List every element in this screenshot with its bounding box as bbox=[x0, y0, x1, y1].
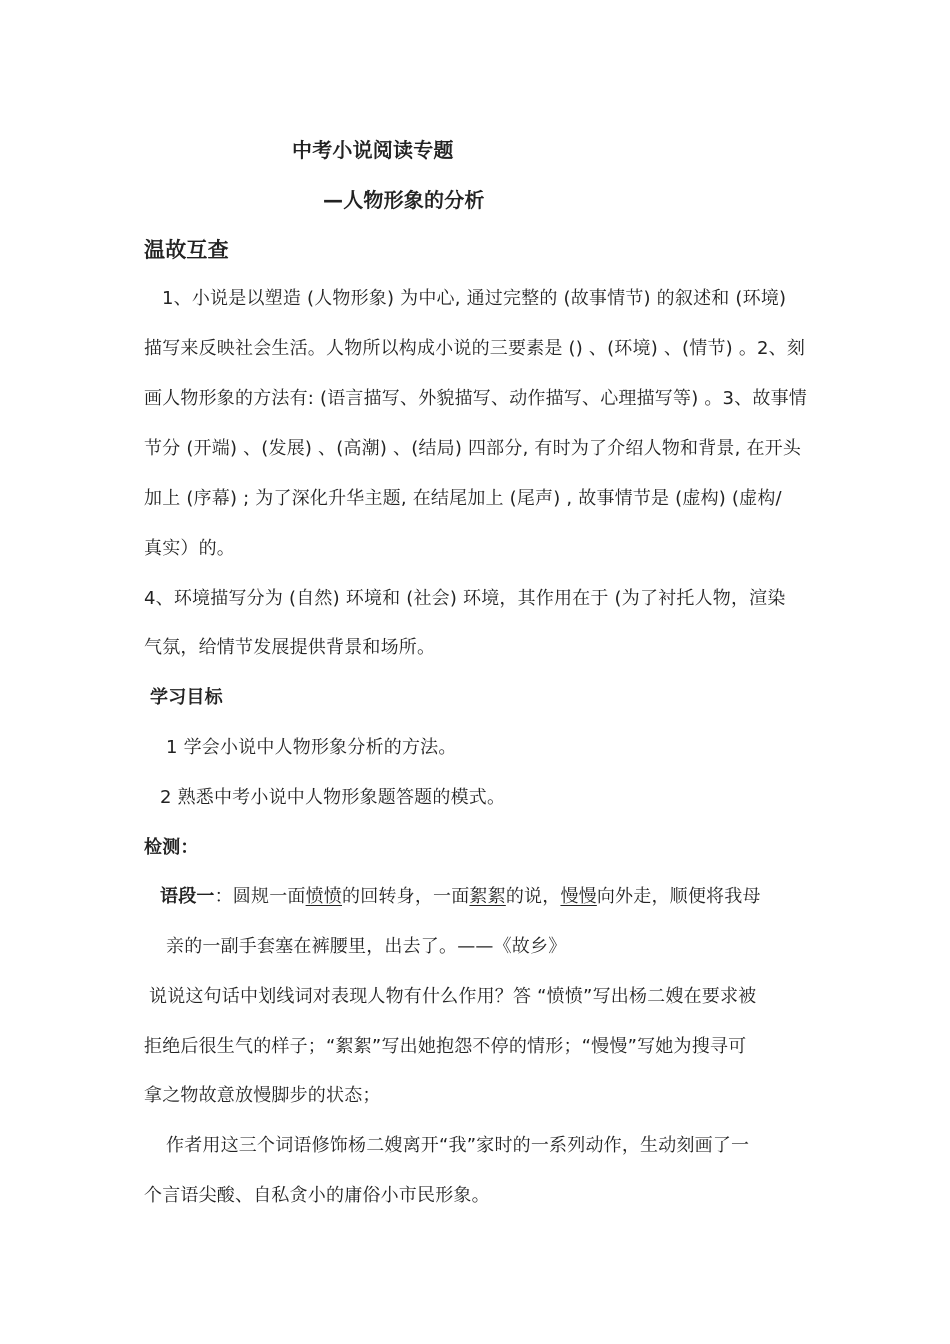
passage-text: 的回转身，一面 bbox=[342, 886, 470, 907]
section-heading-goals: 学习目标 bbox=[150, 687, 223, 708]
review-line: 描写来反映社会生活。人物所以构成小说的三要素是 () 、(环境) 、(情节) 。2、刻 bbox=[144, 338, 806, 359]
review-line: 画人物形象的方法有: (语言描写、外貌描写、动作描写、心理描写等) 。3、故事情 bbox=[144, 388, 808, 409]
passage-text: 向外走，顺便将我母 bbox=[596, 886, 761, 907]
goal-item: 2 熟悉中考小说中人物形象题答题的模式。 bbox=[160, 787, 506, 808]
passage-line bbox=[160, 885, 761, 909]
section-heading-test: 检测： bbox=[144, 837, 199, 858]
underlined-word: 慢慢 bbox=[560, 886, 597, 907]
answer-line: 拿之物故意放慢脚步的状态； bbox=[144, 1085, 381, 1106]
goal-item: 1 学会小说中人物形象分析的方法。 bbox=[166, 737, 457, 758]
underlined-word: 愤愤 bbox=[305, 886, 343, 907]
answer-line: 作者用这三个词语修饰杨二嫂离开“我”家时的一系列动作，生动刻画了一 bbox=[166, 1135, 750, 1156]
review-line: 节分 (开端) 、(发展) 、(高潮) 、(结局) 四部分, 有时为了介绍人物和背景, 在开头 bbox=[144, 438, 802, 459]
passage-label: 语段一 bbox=[160, 886, 215, 907]
passage-text: 的说， bbox=[505, 886, 561, 907]
section-heading-review: 温故互查 bbox=[144, 238, 229, 262]
review-line: 气氛，给情节发展提供背景和场所。 bbox=[144, 637, 436, 658]
answer-line: 说说这句话中划线词对表现人物有什么作用？答 “愤愤”写出杨二嫂在要求被 bbox=[149, 986, 757, 1007]
review-line: 真实）的。 bbox=[144, 538, 235, 559]
answer-line: 个言语尖酸、自私贪小的庸俗小市民形象。 bbox=[144, 1185, 490, 1206]
passage-text: ：圆规一面 bbox=[214, 886, 306, 907]
answer-line: 拒绝后很生气的样子；“絮絮”写出她抱怨不停的情形；“慢慢”写她为搜寻可 bbox=[144, 1036, 747, 1057]
review-line: 加上 (序幕) ; 为了深化升华主题, 在结尾加上 (尾声) , 故事情节是 (虚构) (虚构/ bbox=[144, 488, 782, 509]
review-line: 4、环境描写分为 (自然) 环境和 (社会) 环境，其作用在于 (为了衬托人物，渲染 bbox=[144, 588, 786, 609]
review-line: 1、小说是以塑造 (人物形象) 为中心, 通过完整的 (故事情节) 的叙述和 (环境) bbox=[162, 288, 787, 309]
page-title: 中考小说阅读专题 bbox=[292, 138, 454, 162]
passage-line: 亲的一副手套塞在裤腰里，出去了。——《故乡》 bbox=[166, 936, 567, 957]
page-subtitle: —人物形象的分析 bbox=[323, 188, 485, 212]
underlined-word: 絮絮 bbox=[469, 886, 506, 907]
